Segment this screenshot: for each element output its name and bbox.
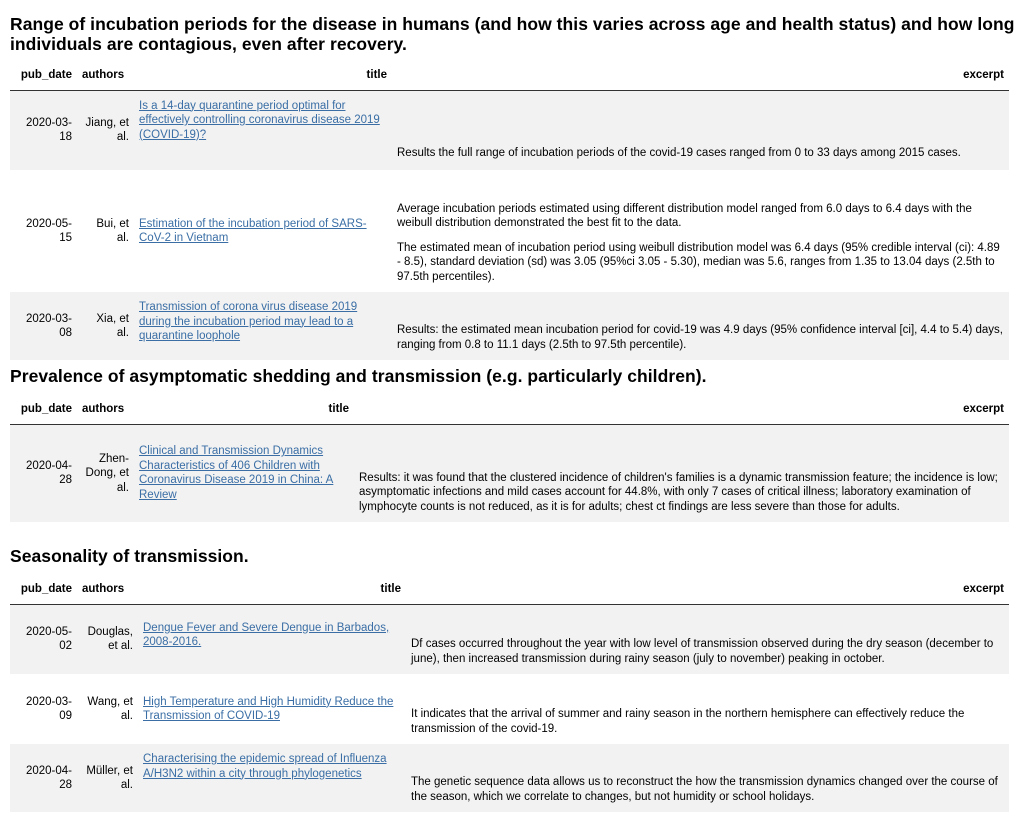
table-row [10,170,1009,292]
title-cell [134,424,354,522]
table-header-row [10,580,1009,604]
table-row [10,424,1009,522]
section-heading-incubation: Range of incubation periods for the disease in humans (and how this varies across age and health status) and how long individuals are contagious, even after recovery. [10,14,1015,54]
authors-cell: Douglas, et al. [77,604,138,674]
results-table-incubation [10,66,1009,360]
authors-cell: Jiang, et al. [77,90,134,170]
excerpt-cell [354,424,1009,522]
excerpt-cell [406,744,1009,812]
table-row [10,604,1009,674]
excerpt-paragraph: Results: the estimated mean incubation period for covid-19 was 4.9 days (95% confidence interval [ci], 4.4 to 5.4) days, ranging from 0.8 to 11.1 days (2.5th to 97.5th percentile). [397,324,1003,351]
table-row [10,744,1009,812]
authors-cell: Bui, et al. [77,170,134,292]
column-header-excerpt: excerpt [354,400,1009,424]
section-heading-seasonality: Seasonality of transmission. [10,546,249,566]
column-header-authors: authors [77,400,134,424]
column-header-title: title [138,580,406,604]
excerpt-cell [392,90,1009,170]
authors-cell: Wang, et al. [77,674,138,744]
title-cell [134,90,392,170]
section-heading-asymptomatic: Prevalence of asymptomatic shedding and transmission (e.g. particularly children). [10,366,707,386]
title-cell [134,292,392,360]
table-row [10,292,1009,360]
excerpt-paragraph: Results: it was found that the clustered incidence of children's families is a dynamic transmission feature; the incidence is low; asymptomatic infections and mild cases account for 44.8%, with only 7 cases of critical illness; laboratory examination of lymphocyte counts is not reduced, as it is for adults; chest ct findings are less severe than those for adults. [359,471,998,513]
paper-title-link[interactable]: Clinical and Transmission Dynamics Characteristics of 406 Children with Coronavirus Disease 2019 in China: A Review [139,445,334,501]
title-cell [138,604,406,674]
excerpt-cell [392,292,1009,360]
table-header-row [10,66,1009,90]
pub-date-cell: 2020-03-08 [10,292,77,360]
pub-date-cell: 2020-03-18 [10,90,77,170]
excerpt-paragraph: Average incubation periods estimated using different distribution model ranged from 6.0 days to 6.4 days with the weibull distribution demonstrated the best fit to the data. [397,202,972,229]
pub-date-cell: 2020-05-02 [10,604,77,674]
authors-cell: Zhen-Dong, et al. [77,424,134,522]
column-header-authors: authors [77,66,134,90]
paper-title-link[interactable]: Characterising the epidemic spread of Influenza A/H3N2 within a city through phylogenetics [143,753,387,780]
column-header-excerpt: excerpt [392,66,1009,90]
table-header-row [10,400,1009,424]
excerpt-paragraph: Df cases occurred throughout the year with low level of transmission observed during the dry season (december to june), then increased transmission during rainy season (july to november) peaking in october. [411,638,994,665]
excerpt-cell [406,674,1009,744]
authors-cell: Müller, et al. [77,744,138,812]
excerpt-cell [406,604,1009,674]
excerpt-cell [392,170,1009,292]
title-cell [138,744,406,812]
table-row [10,674,1009,744]
excerpt-paragraph: The estimated mean of incubation period using weibull distribution model was 6.4 days (95% credible interval (ci): 4.89 - 8.5), standard deviation (sd) was 3.05 (95%ci 3.05 - 5.30), median was 5.6, ranges from 1.35 to 13.04 days (2.5th to 97.5th percentiles). [397,241,1000,283]
results-table-asymptomatic [10,400,1009,522]
pub-date-cell: 2020-03-09 [10,674,77,744]
paper-title-link[interactable]: Transmission of corona virus disease 2019 during the incubation period may lead to a quarantine loophole [139,301,358,342]
title-cell [134,170,392,292]
paper-title-link[interactable]: High Temperature and High Humidity Reduce the Transmission of COVID-19 [143,695,394,722]
excerpt-paragraph: The genetic sequence data allows us to reconstruct the how the transmission dynamics changed over the course of the season, which we correlate to changes, but not humidity or school holidays. [411,776,998,803]
excerpt-paragraph: Results the full range of incubation periods of the covid-19 cases ranged from 0 to 33 days among 2015 cases. [397,146,961,159]
table-row [10,90,1009,170]
column-header-pub-date: pub_date [10,66,77,90]
excerpt-paragraph: It indicates that the arrival of summer and rainy season in the northern hemisphere can effectively reduce the transmission of the covid-19. [411,708,965,735]
column-header-excerpt: excerpt [406,580,1009,604]
paper-title-link[interactable]: Is a 14-day quarantine period optimal for effectively controlling coronavirus disease 2019 (COVID-19)? [139,99,380,141]
paper-title-link[interactable]: Estimation of the incubation period of SARS-CoV-2 in Vietnam [139,217,367,244]
column-header-title: title [134,66,392,90]
results-table-seasonality [10,580,1009,812]
column-header-authors: authors [77,580,138,604]
paper-title-link[interactable]: Dengue Fever and Severe Dengue in Barbados, 2008-2016. [143,621,390,648]
pub-date-cell: 2020-04-28 [10,424,77,522]
column-header-pub-date: pub_date [10,580,77,604]
authors-cell: Xia, et al. [77,292,134,360]
title-cell [138,674,406,744]
column-header-title: title [134,400,354,424]
pub-date-cell: 2020-05-15 [10,170,77,292]
column-header-pub-date: pub_date [10,400,77,424]
pub-date-cell: 2020-04-28 [10,744,77,812]
